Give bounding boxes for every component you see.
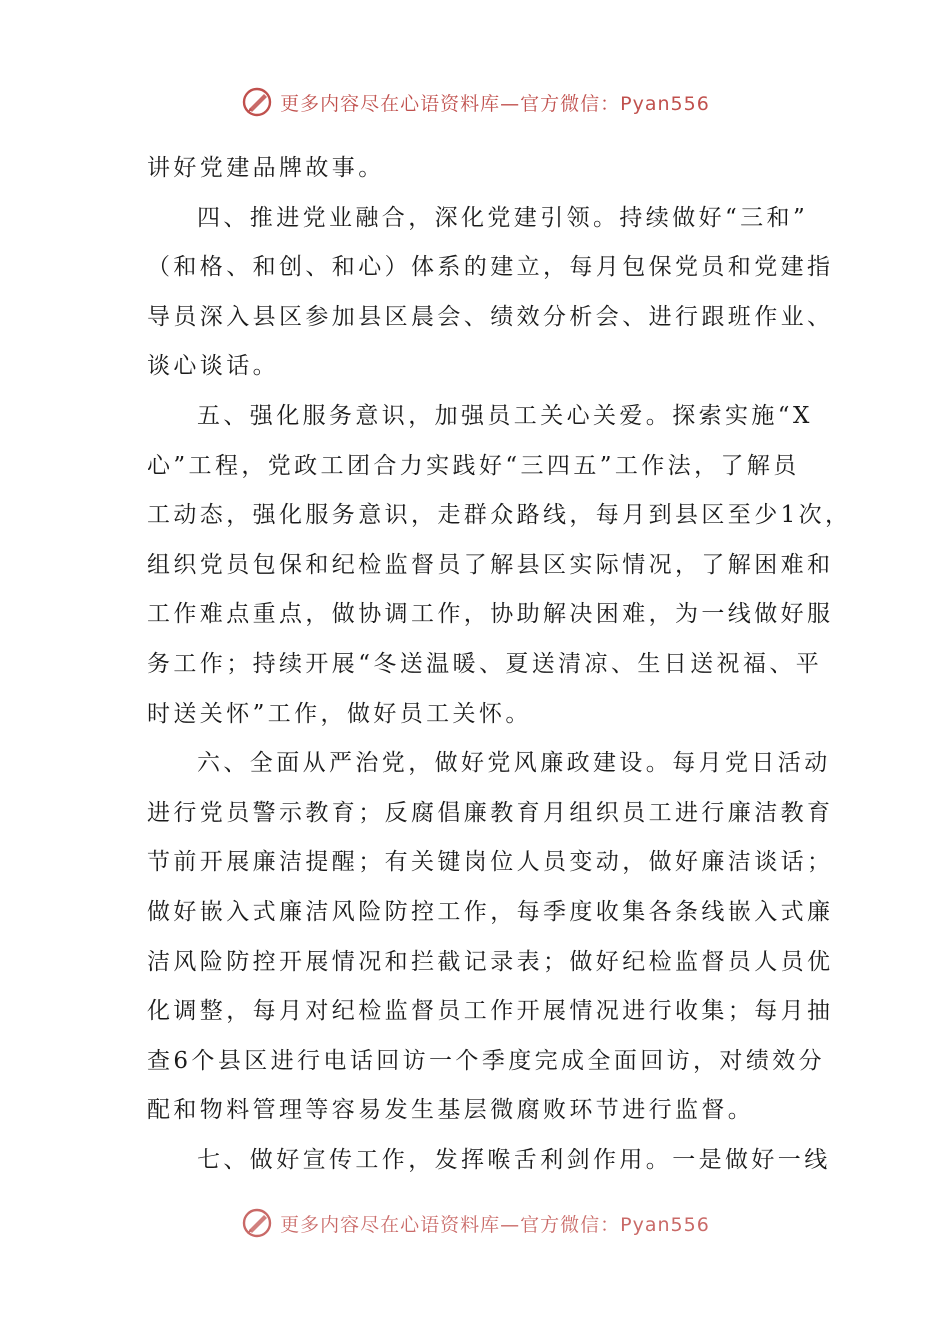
text-line: 组织党员包保和纪检监督员了解县区实际情况，了解困难和 — [147, 551, 834, 578]
text-line: 四、推进党业融合，深化党建引领。持续做好“三和” — [197, 204, 809, 231]
text-line: 谈心谈话。 — [147, 353, 279, 380]
text-line: 六、全面从严治党，做好党风廉政建设。每月党日活动 — [197, 750, 831, 777]
text-line: 洁风险防控开展情况和拦截记录表；做好纪检监督员人员优 — [147, 948, 834, 975]
watermark-header — [0, 82, 950, 122]
text-line: 五、强化服务意识，加强员工关心关爱。探索实施“X — [197, 402, 813, 429]
watermark-text: 更多内容尽在心语资料库—官方微信：Pyan556 — [280, 1213, 710, 1236]
text-line: 做好嵌入式廉洁风险防控工作，每季度收集各条线嵌入式廉 — [147, 898, 834, 925]
text-line: 配和物料管理等容易发生基层微腐败环节进行监督。 — [147, 1097, 755, 1124]
text-line: 务工作；持续开展“冬送温暖、夏送清凉、生日送祝福、平 — [147, 650, 823, 677]
text-line: 时送关怀”工作，做好员工关怀。 — [147, 700, 532, 727]
pen-logo-icon — [240, 85, 274, 119]
text-line: 节前开展廉洁提醒；有关键岗位人员变动，做好廉洁谈话； — [147, 849, 834, 876]
watermark-footer — [0, 1203, 950, 1243]
watermark-text: 更多内容尽在心语资料库—官方微信：Pyan556 — [280, 92, 710, 115]
pen-logo-icon — [240, 1206, 274, 1240]
text-line: 心”工程，党政工团合力实践好“三四五”工作法，了解员 — [147, 452, 800, 479]
text-line: 导员深入县区参加县区晨会、绩效分析会、进行跟班作业、 — [147, 303, 834, 330]
text-line: 化调整，每月对纪检监督员工作开展情况进行收集；每月抽 — [147, 998, 834, 1025]
text-line: 工作难点重点，做协调工作，协助解决困难，为一线做好服 — [147, 601, 834, 628]
document-body — [147, 144, 852, 1185]
text-line: 七、做好宣传工作，发挥喉舌利剑作用。一是做好一线 — [197, 1146, 831, 1173]
text-line: 查6个县区进行电话回访一个季度完成全面回访，对绩效分 — [147, 1047, 826, 1074]
text-line: （和格、和创、和心）体系的建立，每月包保党员和党建指 — [147, 254, 834, 281]
text-line: 进行党员警示教育；反腐倡廉教育月组织员工进行廉洁教育 — [147, 799, 834, 826]
text-line: 工动态，强化服务意识，走群众路线，每月到县区至少1次， — [147, 502, 852, 529]
text-line: 讲好党建品牌故事。 — [147, 155, 385, 181]
